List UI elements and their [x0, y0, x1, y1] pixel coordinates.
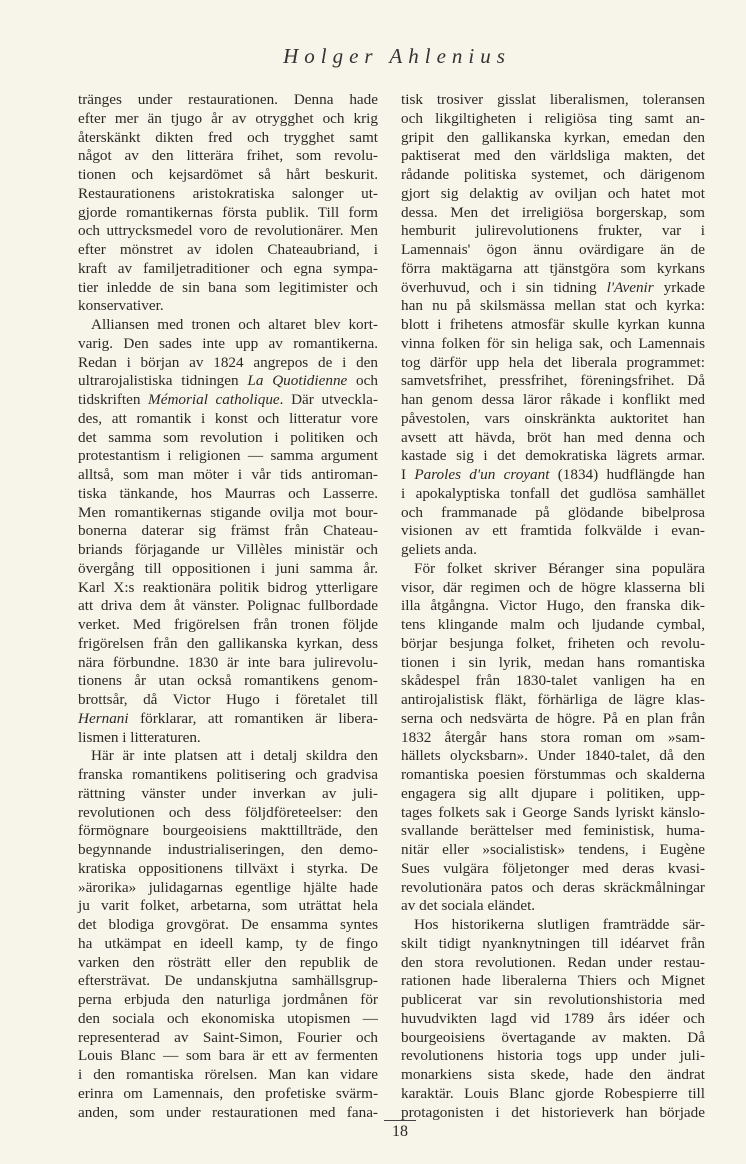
- text-line: [78, 410, 378, 429]
- text-segment: gjort sig delaktig av oviljan och hatet mot: [401, 184, 705, 202]
- text-line: [401, 841, 705, 860]
- text-segment: avsett att hävda, bröt han med denna och: [401, 428, 705, 446]
- text-segment: geliets anda.: [401, 541, 477, 558]
- text-line: [78, 710, 378, 729]
- text-segment: ultrarojalistiska tidningen: [78, 372, 248, 390]
- text-segment: något av den litterära frihet, som revolu-: [78, 147, 378, 165]
- text-line: [401, 729, 705, 748]
- text-line: [401, 372, 705, 391]
- text-line: [401, 991, 705, 1010]
- text-segment: tens klingande malm och ljudande cymbal,: [401, 616, 705, 633]
- text-segment: tionens år utan också romantikens genom-: [78, 672, 378, 690]
- text-line: [401, 335, 705, 354]
- text-line: [78, 879, 378, 898]
- text-line: [401, 804, 705, 823]
- text-segment: förra maktägarna att tjänstgöra som kyrkans: [401, 259, 705, 277]
- text-line: [401, 129, 705, 148]
- text-line: [78, 1047, 378, 1066]
- text-segment: 1832 återgår hans stora roman om »sam-: [401, 728, 705, 746]
- text-segment: varig. Den sades inte upp av romantikerna.: [78, 334, 378, 352]
- text-segment: övergång till oppositionen i juni samma år.: [78, 559, 378, 577]
- text-segment: alltså, som man möter i vår tids antiroman-: [78, 466, 378, 483]
- text-segment: Karl X:s reaktionära politik bidrog ytterligare: [78, 578, 378, 596]
- text-segment: . Där utveckla-: [279, 391, 378, 408]
- text-line: [401, 785, 705, 804]
- text-line: [78, 691, 378, 710]
- text-line: [78, 522, 378, 541]
- text-segment: yrkade: [653, 278, 705, 296]
- text-line: [401, 935, 705, 954]
- text-segment: romantiska poesien förstummas och skalderna: [401, 766, 705, 783]
- text-segment: nitär eller »socialistisk» tendens, i Eugène: [401, 841, 705, 858]
- text-segment: skilt tidigt nyanknytningen till idéarvet från: [401, 934, 705, 952]
- text-line: [78, 466, 378, 485]
- text-segment: efter mönstret av idolen Chateaubriand, i: [78, 241, 378, 258]
- text-segment: samvetsfrihet, pressfrihet, föreningsfrihet. Då: [401, 372, 705, 390]
- text-segment: Alliansen med tronen och altaret blev kort-: [91, 316, 378, 333]
- text-segment: rationen hade liberalerna Thiers och Mignet: [401, 972, 705, 990]
- text-line: [401, 316, 705, 335]
- text-segment: franska romantikens politisering och gradvisa: [78, 766, 378, 783]
- text-line: [401, 391, 705, 410]
- text-line: [78, 372, 378, 391]
- text-line: [78, 260, 378, 279]
- text-segment: i apokalyptiska tonfall det gudlösa samhället: [401, 484, 705, 502]
- text-segment: det samma som revolution i politiken och: [78, 428, 378, 446]
- text-line: [401, 466, 705, 485]
- text-line: [78, 635, 378, 654]
- text-line: [78, 972, 378, 991]
- italic-title: Mémorial catholique: [148, 391, 280, 408]
- text-segment: briands förjagande ur Villèles ministär och: [78, 541, 378, 558]
- text-segment: visor, där regimen och de högre klasserna bli: [401, 578, 705, 596]
- text-line: [78, 860, 378, 879]
- text-line: [401, 522, 705, 541]
- text-segment: i den romantiska rörelsen. Man kan vidare: [78, 1066, 378, 1083]
- text-line: [401, 972, 705, 991]
- text-segment: Redan i början av 1824 angrepos de i den: [78, 353, 378, 371]
- text-segment: varken den rösträtt eller den republik de: [78, 953, 378, 971]
- text-segment: engagera sig allt djupare i politiken, upp-: [401, 784, 705, 802]
- text-line: [78, 354, 378, 373]
- text-segment: det blodiga grovgörat. De ensamma syntes: [78, 916, 378, 933]
- text-segment: den sociala och ekonomiska utopismen —: [78, 1009, 378, 1027]
- text-line: [401, 897, 705, 916]
- text-segment: karaktär. Louis Blanc gjorde Robespierre till: [401, 1084, 705, 1102]
- text-segment: »ärorika» julidagarnas egentlige hjälte hade: [78, 878, 378, 896]
- italic-title: Paroles d'un croyant: [414, 466, 550, 483]
- text-segment: Sues vulgära följetonger med deras kvasi-: [401, 859, 705, 877]
- text-segment: att driva dem åt vänster. Polignac fullbordade: [78, 597, 378, 615]
- text-segment: Hos historikerna slutligen framträdde sär-: [414, 916, 705, 933]
- text-segment: kratiska oppositionens tillväxt i styrka. De: [78, 859, 378, 877]
- italic-title: Hernani: [78, 709, 129, 727]
- text-line: [401, 579, 705, 598]
- text-line: [78, 316, 378, 335]
- text-segment: rättning vänster under inverkan av juli-: [78, 784, 378, 802]
- text-segment: förmögnare bourgeoisiens makttillträde, den: [78, 822, 378, 840]
- text-line: [78, 1029, 378, 1048]
- text-segment: ju varit folket, arbetarna, som uträttat hela: [78, 897, 378, 915]
- text-line: [78, 672, 378, 691]
- text-line: [401, 766, 705, 785]
- text-column-right: [401, 91, 705, 1122]
- text-segment: visionen av ett framtida folkvälde i evan-: [401, 522, 705, 540]
- text-line: [401, 560, 705, 579]
- text-segment: revolutionen och dess följdföreteelser: den: [78, 803, 378, 821]
- text-line: [401, 185, 705, 204]
- text-segment: efter mer än tjugo år av otrygghet och krig: [78, 109, 378, 127]
- text-line: [401, 616, 705, 635]
- text-line: [78, 391, 378, 410]
- text-segment: publicerat var sin revolutionshistoria med: [401, 991, 705, 1008]
- text-line: [401, 485, 705, 504]
- text-segment: skådespel från 1830-talet vanligen ha en: [401, 672, 705, 690]
- text-line: [401, 166, 705, 185]
- text-segment: nära förbundne. 1830 är inte bara julirevolu-: [78, 653, 378, 671]
- text-line: [401, 147, 705, 166]
- text-line: [78, 804, 378, 823]
- text-line: [401, 860, 705, 879]
- text-segment: tier inledde de sin bana som legitimister och: [78, 278, 378, 296]
- text-segment: protagonisten i det historieverk han började: [401, 1103, 705, 1121]
- text-segment: representerad av Saint-Simon, Fourier och: [78, 1028, 378, 1046]
- text-segment: perna erbjuda den naturliga jordmånen för: [78, 991, 378, 1008]
- text-segment: vinna folken för sin heliga sak, och Lamennais: [401, 334, 705, 352]
- text-line: [78, 110, 378, 129]
- text-line: [401, 635, 705, 654]
- text-line: [78, 747, 378, 766]
- text-line: [78, 579, 378, 598]
- text-segment: bonerna daterar sig främst från Chateau-: [78, 522, 378, 540]
- text-line: [78, 147, 378, 166]
- text-line: [78, 991, 378, 1010]
- text-line: [401, 110, 705, 129]
- text-line: [401, 672, 705, 691]
- text-line: [78, 1066, 378, 1085]
- text-line: [78, 447, 378, 466]
- text-segment: förklarar, att romantiken är libera-: [128, 709, 378, 727]
- text-segment: eftersträvat. De undanskjutna samhällsgrup-: [78, 972, 378, 990]
- text-segment: antirojalistisk fläkt, förhärliga de lägre klas-: [401, 691, 705, 708]
- text-line: [78, 185, 378, 204]
- text-segment: blott i frihetens atmosfär skulle kyrkan kunna: [401, 316, 705, 333]
- text-line: [401, 1047, 705, 1066]
- text-line: [78, 504, 378, 523]
- text-segment: dessa. Men det irreligiösa borgerskap, som: [401, 203, 705, 221]
- text-line: [78, 204, 378, 223]
- text-segment: För folket skriver Béranger sina populära: [414, 559, 705, 577]
- text-line: [401, 954, 705, 973]
- text-segment: Lamennais' ögon ännu ovärdigare än de: [401, 241, 705, 258]
- text-segment: tages folkets sak i George Sands lyriskt känslo-: [401, 803, 705, 821]
- text-column-left: [78, 91, 378, 1122]
- text-line: [78, 935, 378, 954]
- italic-title: La Quotidienne: [247, 372, 348, 390]
- text-segment: des, att romantik i konst och litteratur vore: [78, 409, 378, 427]
- text-segment: paktiserat med den världsliga makten, det: [401, 147, 705, 165]
- text-segment: tränges under restaurationen. Denna hade: [78, 91, 378, 108]
- text-segment: gjorde romantikernas första publik. Till form: [78, 203, 378, 221]
- text-line: [78, 954, 378, 973]
- text-line: [78, 841, 378, 860]
- text-segment: tionen i sin lyrik, medan hans romantiska: [401, 653, 705, 671]
- text-segment: Här är inte platsen att i detalj skildra den: [91, 747, 378, 765]
- text-line: [78, 91, 378, 110]
- text-line: [401, 279, 705, 298]
- text-line: [401, 654, 705, 673]
- text-segment: brottsår, då Victor Hugo i företalet till: [78, 691, 378, 708]
- text-line: [401, 1029, 705, 1048]
- text-line: [401, 504, 705, 523]
- text-segment: hällets olycksbarn». Under 1840-talet, då den: [401, 747, 705, 765]
- text-segment: revolutionära patos och deras skräckmålningar: [401, 878, 705, 896]
- text-segment: illa åtgångna. Victor Hugo, den franska dik-: [401, 597, 705, 615]
- text-segment: och likgiltigheten i religiösa ting samt an-: [401, 109, 705, 127]
- text-line: [78, 1104, 378, 1123]
- text-segment: gripit den gallikanska kyrkan, emedan den: [401, 128, 705, 146]
- text-segment: han nu på skilsmässa mellan stat och kyrka:: [401, 297, 705, 315]
- text-line: [78, 485, 378, 504]
- text-line: [78, 279, 378, 298]
- text-segment: Louis Blanc — som bara är ett av fermenten: [78, 1047, 378, 1065]
- text-line: [401, 260, 705, 279]
- running-header: Holger Ahlenius: [283, 44, 511, 68]
- text-line: [78, 297, 378, 316]
- text-segment: Restaurationens aristokratiska salonger ut-: [78, 184, 378, 202]
- text-segment: Men romantikernas stigande ovilja mot bour-: [78, 503, 378, 521]
- text-segment: erinra om Lamennais, den profetiske svärm-: [78, 1084, 378, 1102]
- text-line: [401, 916, 705, 935]
- text-line: [401, 822, 705, 841]
- page-number: 18: [384, 1120, 416, 1141]
- text-line: [78, 897, 378, 916]
- text-segment: hemburit julirevolutionens frukter, var i: [401, 222, 705, 240]
- text-line: [78, 729, 378, 748]
- text-line: [78, 541, 378, 560]
- text-line: [78, 822, 378, 841]
- text-segment: verket. Med frigörelsen från tronen följde: [78, 616, 378, 633]
- text-segment: han genom dessa läror råkade i konflikt med: [401, 391, 705, 408]
- text-line: [401, 204, 705, 223]
- text-line: [78, 1085, 378, 1104]
- text-line: [401, 879, 705, 898]
- text-line: [401, 1066, 705, 1085]
- text-segment: börjar besjunga folket, friheten och revolu-: [401, 634, 705, 652]
- text-line: [78, 616, 378, 635]
- text-line: [78, 785, 378, 804]
- text-segment: överhuvud, och i sin tidning: [401, 278, 607, 296]
- text-segment: frigörelsen från den gallikanska kyrkan, dess: [78, 634, 378, 652]
- text-segment: protestantism i religionen — samma argument: [78, 447, 378, 465]
- text-line: [78, 1010, 378, 1029]
- text-line: [401, 747, 705, 766]
- text-segment: serna och nedsvärta de högre. På en plan från: [401, 709, 705, 727]
- text-line: [78, 129, 378, 148]
- text-line: [401, 541, 705, 560]
- text-line: [78, 166, 378, 185]
- text-line: [78, 654, 378, 673]
- text-line: [78, 429, 378, 448]
- text-segment: tionen och kejsardömet så hårt beskurit.: [78, 166, 378, 183]
- text-segment: av det sociala eländet.: [401, 897, 536, 915]
- text-segment: kastade sig i det demokratiska lägrets armar.: [401, 447, 705, 465]
- text-line: [401, 354, 705, 373]
- text-line: [401, 429, 705, 448]
- text-segment: tog därför upp hela det liberala programmet:: [401, 353, 705, 371]
- text-segment: huvudvikten lagd vid 1789 års idéer och: [401, 1009, 705, 1027]
- text-segment: påvestolen, vars oinskränkta auktoritet han: [401, 409, 705, 427]
- text-line: [401, 447, 705, 466]
- text-segment: lismen i litteraturen.: [78, 728, 201, 746]
- text-line: [401, 691, 705, 710]
- text-segment: svallande berättelser med feministisk, huma-: [401, 822, 705, 840]
- text-line: [78, 560, 378, 579]
- text-line: [401, 297, 705, 316]
- text-segment: och frammanade på glödande bibelprosa: [401, 503, 705, 521]
- text-segment: återskänkt dikten fred och trygghet samt: [78, 128, 378, 146]
- text-segment: konservativer.: [78, 297, 164, 315]
- text-segment: begynnande industrialiseringen, den demo-: [78, 841, 378, 858]
- text-line: [401, 1104, 705, 1123]
- text-line: [78, 766, 378, 785]
- text-segment: revolutionens historia togs upp under juli-: [401, 1047, 705, 1065]
- text-line: [401, 91, 705, 110]
- text-line: [401, 597, 705, 616]
- text-line: [78, 222, 378, 241]
- text-line: [78, 335, 378, 354]
- text-segment: monarkiens sista skede, hade den ändrat: [401, 1066, 705, 1083]
- text-segment: anden, som under restaurationen med fana-: [78, 1103, 378, 1121]
- text-segment: och uttrycksmedel voro de revolutionärer. Men: [78, 222, 378, 240]
- text-segment: ha utkämpat en ideell kamp, ty de fingo: [78, 934, 378, 952]
- text-segment: tidskriften: [78, 391, 149, 408]
- text-line: [401, 241, 705, 260]
- text-line: [401, 222, 705, 241]
- text-line: [401, 1010, 705, 1029]
- text-line: [401, 410, 705, 429]
- text-line: [78, 597, 378, 616]
- text-segment: (1834) hudflängde han: [549, 466, 705, 483]
- text-segment: och: [347, 372, 378, 390]
- text-line: [401, 710, 705, 729]
- text-segment: tisk trosiver gisslat liberalismen, toleransen: [401, 91, 705, 108]
- text-segment: I: [401, 466, 415, 483]
- text-segment: bourgeoisiens övertagande av makten. Då: [401, 1028, 705, 1046]
- italic-title: l'Avenir: [606, 278, 654, 296]
- text-segment: den stora revolutionen. Redan under restau-: [401, 953, 705, 971]
- text-line: [401, 1085, 705, 1104]
- text-line: [78, 916, 378, 935]
- text-segment: rådande politiska systemet, och därigenom: [401, 166, 705, 183]
- text-segment: kraft av familjetraditioner och egna sympa-: [78, 259, 378, 277]
- text-line: [78, 241, 378, 260]
- text-segment: tiska tänkande, hos Maurras och Lasserre.: [78, 484, 378, 502]
